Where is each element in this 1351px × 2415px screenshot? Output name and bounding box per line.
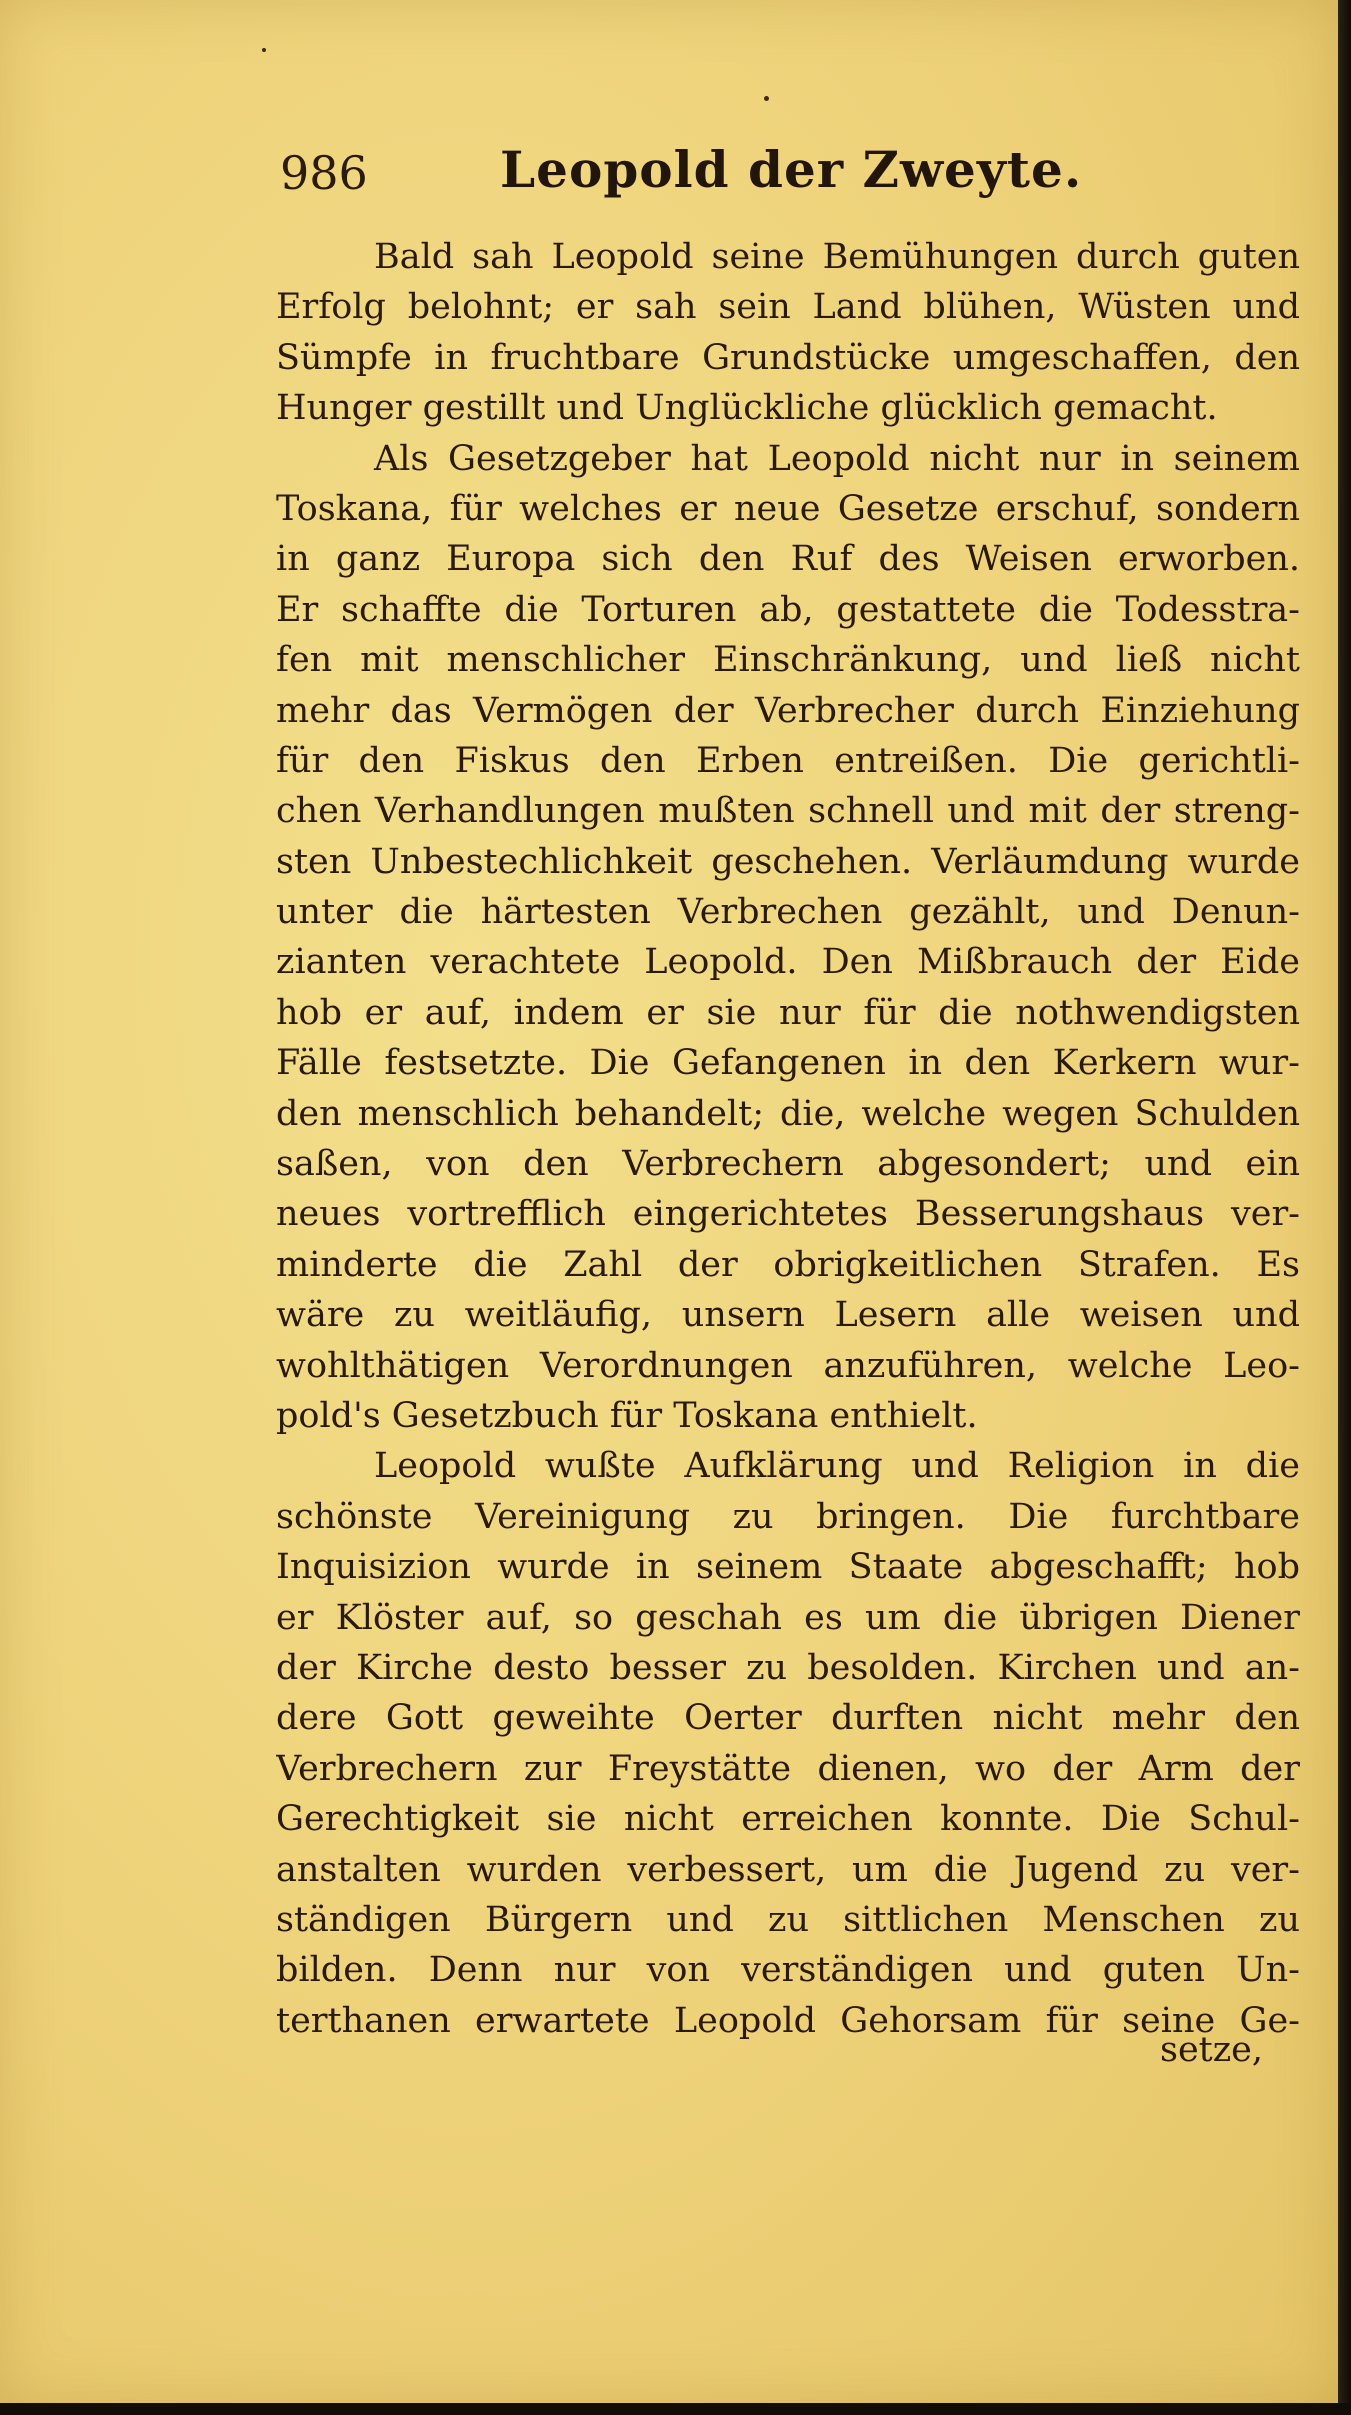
text-line: er Klöster auf, so geschah es um die übrigen Diener [276, 1597, 1300, 1638]
catchword: setze, [1160, 2030, 1264, 2070]
text-line: der Kirche desto besser zu besolden. Kirchen und an- [276, 1647, 1300, 1688]
text-line: minderte die Zahl der obrigkeitlichen Strafen. Es [276, 1244, 1300, 1285]
text-line: Inquisizion wurde in seinem Staate abgeschafft; hob [276, 1547, 1300, 1588]
text-line: den menschlich behandelt; die, welche wegen Schulden [276, 1093, 1300, 1134]
text-line: saßen, von den Verbrechern abgesondert; und ein [276, 1144, 1300, 1185]
text-line: sten Unbestechlichkeit geschehen. Verläumdung wurde [276, 841, 1300, 882]
text-line: chen Verhandlungen mußten schnell und mit der streng- [276, 791, 1300, 832]
text-line: zianten verachtete Leopold. Den Mißbrauch der Eide [276, 942, 1300, 983]
text-line: Als Gesetzgeber hat Leopold nicht nur in seinem [374, 438, 1300, 479]
text-line: für den Fiskus den Erben entreißen. Die gerichtli- [276, 740, 1300, 781]
text-line: Toskana, für welches er neue Gesetze erschuf, sondern [276, 488, 1300, 529]
text-line: Sümpfe in fruchtbare Grundstücke umgeschaffen, den [276, 337, 1300, 378]
text-line: Verbrechern zur Freystätte dienen, wo der Arm der [276, 1748, 1300, 1789]
text-line: bilden. Denn nur von verständigen und guten Un- [276, 1950, 1300, 1991]
text-line: Bald sah Leopold seine Bemühungen durch guten [374, 237, 1300, 277]
text-line: wohlthätigen Verordnungen anzuführen, welche Leo- [276, 1345, 1300, 1386]
text-line: Fälle festsetzte. Die Gefangenen in den Kerkern wur- [276, 1043, 1300, 1084]
body-text [276, 232, 1300, 2046]
text-line: Gerechtigkeit sie nicht erreichen konnte. Die Schul- [276, 1799, 1300, 1840]
text-line: mehr das Vermögen der Verbrecher durch Einziehung [276, 690, 1300, 731]
text-line: ständigen Bürgern und zu sittlichen Menschen zu [276, 1899, 1300, 1940]
page-edge-shadow [1338, 0, 1351, 2415]
text-line: Er schaffte die Torturen ab, gestattete die Todesstra- [276, 589, 1300, 630]
text-line: in ganz Europa sich den Ruf des Weisen erworben. [276, 539, 1300, 580]
page-number: 986 [280, 146, 368, 200]
text-line: fen mit menschlicher Einschränkung, und ließ nicht [276, 640, 1300, 681]
ink-speck [764, 96, 769, 101]
text-line: anstalten wurden verbessert, um die Jugend zu ver- [276, 1849, 1300, 1890]
text-line: hob er auf, indem er sie nur für die nothwendigsten [276, 992, 1300, 1033]
text-line: Hunger gestillt und Unglückliche glücklich gemacht. [276, 388, 1218, 429]
text-line: neues vortrefflich eingerichtetes Besserungshaus ver- [276, 1194, 1300, 1235]
page-header [280, 140, 1100, 210]
text-line: unter die härtesten Verbrechen gezählt, und Denun- [276, 892, 1300, 933]
text-line: wäre zu weitläufig, unsern Lesern alle weisen und [276, 1295, 1300, 1336]
running-title: Leopold der Zweyte. [500, 140, 1083, 199]
text-line: Erfolg belohnt; er sah sein Land blühen, Wüsten und [276, 287, 1300, 328]
ink-speck [262, 48, 266, 52]
text-line: Leopold wußte Aufklärung und Religion in die [374, 1446, 1300, 1487]
page-bottom-edge [0, 2403, 1351, 2415]
text-line: pold's Gesetzbuch für Toskana enthielt. [276, 1395, 978, 1436]
text-line: schönste Vereinigung zu bringen. Die furchtbare [276, 1496, 1300, 1537]
text-line: terthanen erwartete Leopold Gehorsam für seine Ge- [276, 2000, 1300, 2041]
text-line: dere Gott geweihte Oerter durften nicht mehr den [276, 1698, 1300, 1739]
